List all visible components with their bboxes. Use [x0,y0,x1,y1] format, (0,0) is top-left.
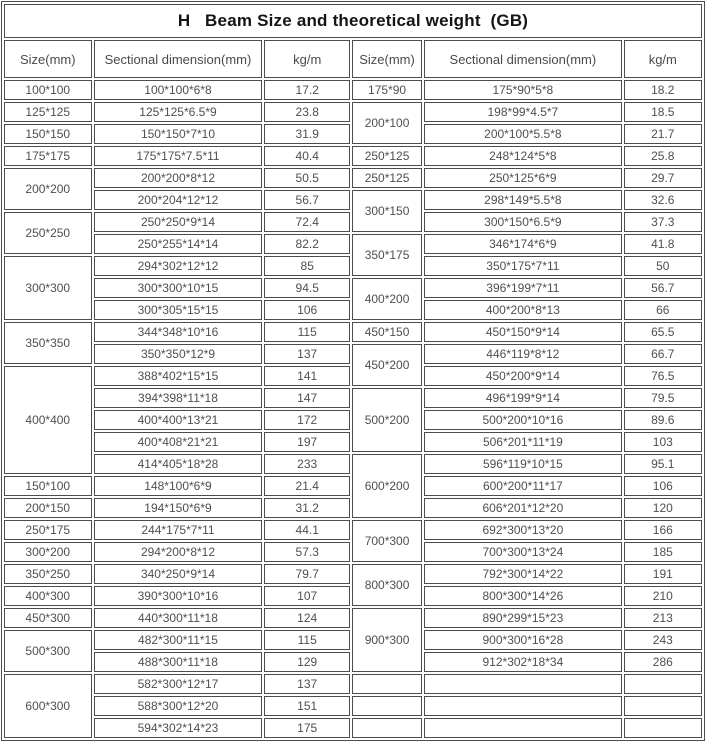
left-dimension-cell: 350*350*12*9 [94,344,263,364]
table-row [4,454,702,474]
left-size-cell: 250*250 [4,212,92,254]
left-size-cell: 175*175 [4,146,92,166]
left-weight-cell: 31.9 [264,124,349,144]
left-weight-cell: 115 [264,630,349,650]
right-weight-cell: 95.1 [624,454,702,474]
left-dimension-cell: 344*348*10*16 [94,322,263,342]
right-dimension-cell: 890*299*15*23 [424,608,621,628]
left-dimension-cell: 150*150*7*10 [94,124,263,144]
left-dimension-cell: 588*300*12*20 [94,696,263,716]
right-size-cell: 300*150 [352,190,422,232]
left-weight-cell: 233 [264,454,349,474]
left-weight-cell: 141 [264,366,349,386]
left-weight-cell: 197 [264,432,349,452]
right-dimension-cell: 248*124*5*8 [424,146,621,166]
left-size-cell: 250*175 [4,520,92,540]
left-weight-cell: 151 [264,696,349,716]
left-dimension-cell: 200*200*8*12 [94,168,263,188]
right-dimension-cell: 792*300*14*22 [424,564,621,584]
right-dimension-cell: 450*200*9*14 [424,366,621,386]
right-weight-cell: 18.5 [624,102,702,122]
left-size-cell: 400*400 [4,366,92,474]
right-size-cell: 450*150 [352,322,422,342]
right-size-cell: 350*175 [352,234,422,276]
right-dimension-cell [424,674,621,694]
left-size-cell: 200*150 [4,498,92,518]
table-row [4,564,702,584]
table-row [4,344,702,364]
right-size-cell: 450*200 [352,344,422,386]
right-dimension-cell: 800*300*14*26 [424,586,621,606]
table-row [4,718,702,738]
left-size-cell: 600*300 [4,674,92,738]
left-dimension-cell: 414*405*18*28 [94,454,263,474]
header-row [4,40,702,78]
left-dimension-cell: 194*150*6*9 [94,498,263,518]
right-weight-cell: 79.5 [624,388,702,408]
left-weight-cell: 79.7 [264,564,349,584]
table-row [4,80,702,100]
right-weight-cell: 210 [624,586,702,606]
left-dimension-cell: 294*302*12*12 [94,256,263,276]
right-size-cell: 700*300 [352,520,422,562]
right-weight-cell: 56.7 [624,278,702,298]
header-dimension-left: Sectional dimension(mm) [94,40,263,78]
table-row [4,190,702,210]
right-dimension-cell: 496*199*9*14 [424,388,621,408]
right-weight-cell: 37.3 [624,212,702,232]
left-size-cell: 300*200 [4,542,92,562]
left-size-cell: 100*100 [4,80,92,100]
left-size-cell: 200*200 [4,168,92,210]
left-dimension-cell: 340*250*9*14 [94,564,263,584]
right-weight-cell: 76.5 [624,366,702,386]
left-weight-cell: 129 [264,652,349,672]
left-dimension-cell: 400*400*13*21 [94,410,263,430]
right-size-cell [352,674,422,694]
right-dimension-cell [424,696,621,716]
right-dimension-cell: 912*302*18*34 [424,652,621,672]
table-body [4,80,702,738]
left-dimension-cell: 244*175*7*11 [94,520,263,540]
right-weight-cell: 166 [624,520,702,540]
right-dimension-cell: 500*200*10*16 [424,410,621,430]
right-dimension-cell: 250*125*6*9 [424,168,621,188]
right-dimension-cell: 300*150*6.5*9 [424,212,621,232]
right-size-cell [352,696,422,716]
right-size-cell [352,718,422,738]
table-row [4,388,702,408]
left-dimension-cell: 582*300*12*17 [94,674,263,694]
left-weight-cell: 85 [264,256,349,276]
right-size-cell: 600*200 [352,454,422,518]
right-size-cell: 800*300 [352,564,422,606]
left-weight-cell: 17.2 [264,80,349,100]
hbeam-weight-table [1,1,705,741]
right-size-cell: 175*90 [352,80,422,100]
table-row [4,322,702,342]
left-weight-cell: 21.4 [264,476,349,496]
right-size-cell: 200*100 [352,102,422,144]
left-size-cell: 350*350 [4,322,92,364]
left-weight-cell: 172 [264,410,349,430]
right-weight-cell: 185 [624,542,702,562]
left-weight-cell: 40.4 [264,146,349,166]
left-dimension-cell: 300*300*10*15 [94,278,263,298]
left-dimension-cell: 148*100*6*9 [94,476,263,496]
left-weight-cell: 115 [264,322,349,342]
left-weight-cell: 50.5 [264,168,349,188]
left-weight-cell: 175 [264,718,349,738]
right-dimension-cell: 450*150*9*14 [424,322,621,342]
header-dimension-right: Sectional dimension(mm) [424,40,621,78]
left-weight-cell: 57.3 [264,542,349,562]
left-weight-cell: 137 [264,344,349,364]
right-weight-cell: 21.7 [624,124,702,144]
right-weight-cell: 25.8 [624,146,702,166]
left-dimension-cell: 400*408*21*21 [94,432,263,452]
left-weight-cell: 23.8 [264,102,349,122]
right-size-cell: 900*300 [352,608,422,672]
right-dimension-cell: 700*300*13*24 [424,542,621,562]
right-weight-cell: 286 [624,652,702,672]
right-weight-cell: 66.7 [624,344,702,364]
right-weight-cell: 65.5 [624,322,702,342]
right-dimension-cell: 606*201*12*20 [424,498,621,518]
header-kgm-left: kg/m [264,40,349,78]
left-dimension-cell: 390*300*10*16 [94,586,263,606]
right-weight-cell: 41.8 [624,234,702,254]
left-dimension-cell: 482*300*11*15 [94,630,263,650]
left-dimension-cell: 175*175*7.5*11 [94,146,263,166]
left-size-cell: 500*300 [4,630,92,672]
left-weight-cell: 82.2 [264,234,349,254]
table-row [4,102,702,122]
header-kgm-right: kg/m [624,40,702,78]
table-row [4,520,702,540]
left-size-cell: 400*300 [4,586,92,606]
title-row [4,4,702,38]
right-dimension-cell: 600*200*11*17 [424,476,621,496]
left-weight-cell: 31.2 [264,498,349,518]
left-dimension-cell: 394*398*11*18 [94,388,263,408]
left-weight-cell: 106 [264,300,349,320]
table-row [4,278,702,298]
table-row [4,168,702,188]
left-dimension-cell: 100*100*6*8 [94,80,263,100]
right-dimension-cell: 200*100*5.5*8 [424,124,621,144]
right-weight-cell: 66 [624,300,702,320]
table-row [4,696,702,716]
right-weight-cell: 29.7 [624,168,702,188]
left-weight-cell: 56.7 [264,190,349,210]
right-dimension-cell: 298*149*5.5*8 [424,190,621,210]
table-row [4,146,702,166]
left-weight-cell: 137 [264,674,349,694]
right-dimension-cell: 175*90*5*8 [424,80,621,100]
right-dimension-cell [424,718,621,738]
right-dimension-cell: 506*201*11*19 [424,432,621,452]
left-weight-cell: 72.4 [264,212,349,232]
right-dimension-cell: 350*175*7*11 [424,256,621,276]
right-dimension-cell: 596*119*10*15 [424,454,621,474]
header-size-left: Size(mm) [4,40,92,78]
right-weight-cell: 103 [624,432,702,452]
right-weight-cell [624,718,702,738]
left-size-cell: 150*100 [4,476,92,496]
page-title: H Beam Size and theoretical weight (GB) [4,4,702,38]
left-dimension-cell: 594*302*14*23 [94,718,263,738]
left-dimension-cell: 488*300*11*18 [94,652,263,672]
right-weight-cell [624,674,702,694]
left-dimension-cell: 388*402*15*15 [94,366,263,386]
left-size-cell: 300*300 [4,256,92,320]
left-dimension-cell: 200*204*12*12 [94,190,263,210]
right-weight-cell: 191 [624,564,702,584]
right-size-cell: 250*125 [352,146,422,166]
right-dimension-cell: 400*200*8*13 [424,300,621,320]
right-weight-cell: 120 [624,498,702,518]
right-dimension-cell: 346*174*6*9 [424,234,621,254]
right-size-cell: 250*125 [352,168,422,188]
right-weight-cell [624,696,702,716]
right-weight-cell: 18.2 [624,80,702,100]
left-size-cell: 150*150 [4,124,92,144]
left-size-cell: 350*250 [4,564,92,584]
table-row [4,234,702,254]
right-dimension-cell: 446*119*8*12 [424,344,621,364]
left-dimension-cell: 250*250*9*14 [94,212,263,232]
right-weight-cell: 213 [624,608,702,628]
left-dimension-cell: 440*300*11*18 [94,608,263,628]
left-weight-cell: 107 [264,586,349,606]
left-weight-cell: 44.1 [264,520,349,540]
left-weight-cell: 147 [264,388,349,408]
right-weight-cell: 50 [624,256,702,276]
right-weight-cell: 32.6 [624,190,702,210]
right-weight-cell: 106 [624,476,702,496]
table-row [4,608,702,628]
left-weight-cell: 124 [264,608,349,628]
left-size-cell: 450*300 [4,608,92,628]
right-dimension-cell: 396*199*7*11 [424,278,621,298]
left-dimension-cell: 300*305*15*15 [94,300,263,320]
right-size-cell: 500*200 [352,388,422,452]
table-row [4,674,702,694]
right-weight-cell: 243 [624,630,702,650]
left-dimension-cell: 250*255*14*14 [94,234,263,254]
left-weight-cell: 94.5 [264,278,349,298]
right-dimension-cell: 198*99*4.5*7 [424,102,621,122]
header-size-right: Size(mm) [352,40,422,78]
right-size-cell: 400*200 [352,278,422,320]
right-dimension-cell: 692*300*13*20 [424,520,621,540]
left-dimension-cell: 125*125*6.5*9 [94,102,263,122]
left-size-cell: 125*125 [4,102,92,122]
right-weight-cell: 89.6 [624,410,702,430]
left-dimension-cell: 294*200*8*12 [94,542,263,562]
right-dimension-cell: 900*300*16*28 [424,630,621,650]
